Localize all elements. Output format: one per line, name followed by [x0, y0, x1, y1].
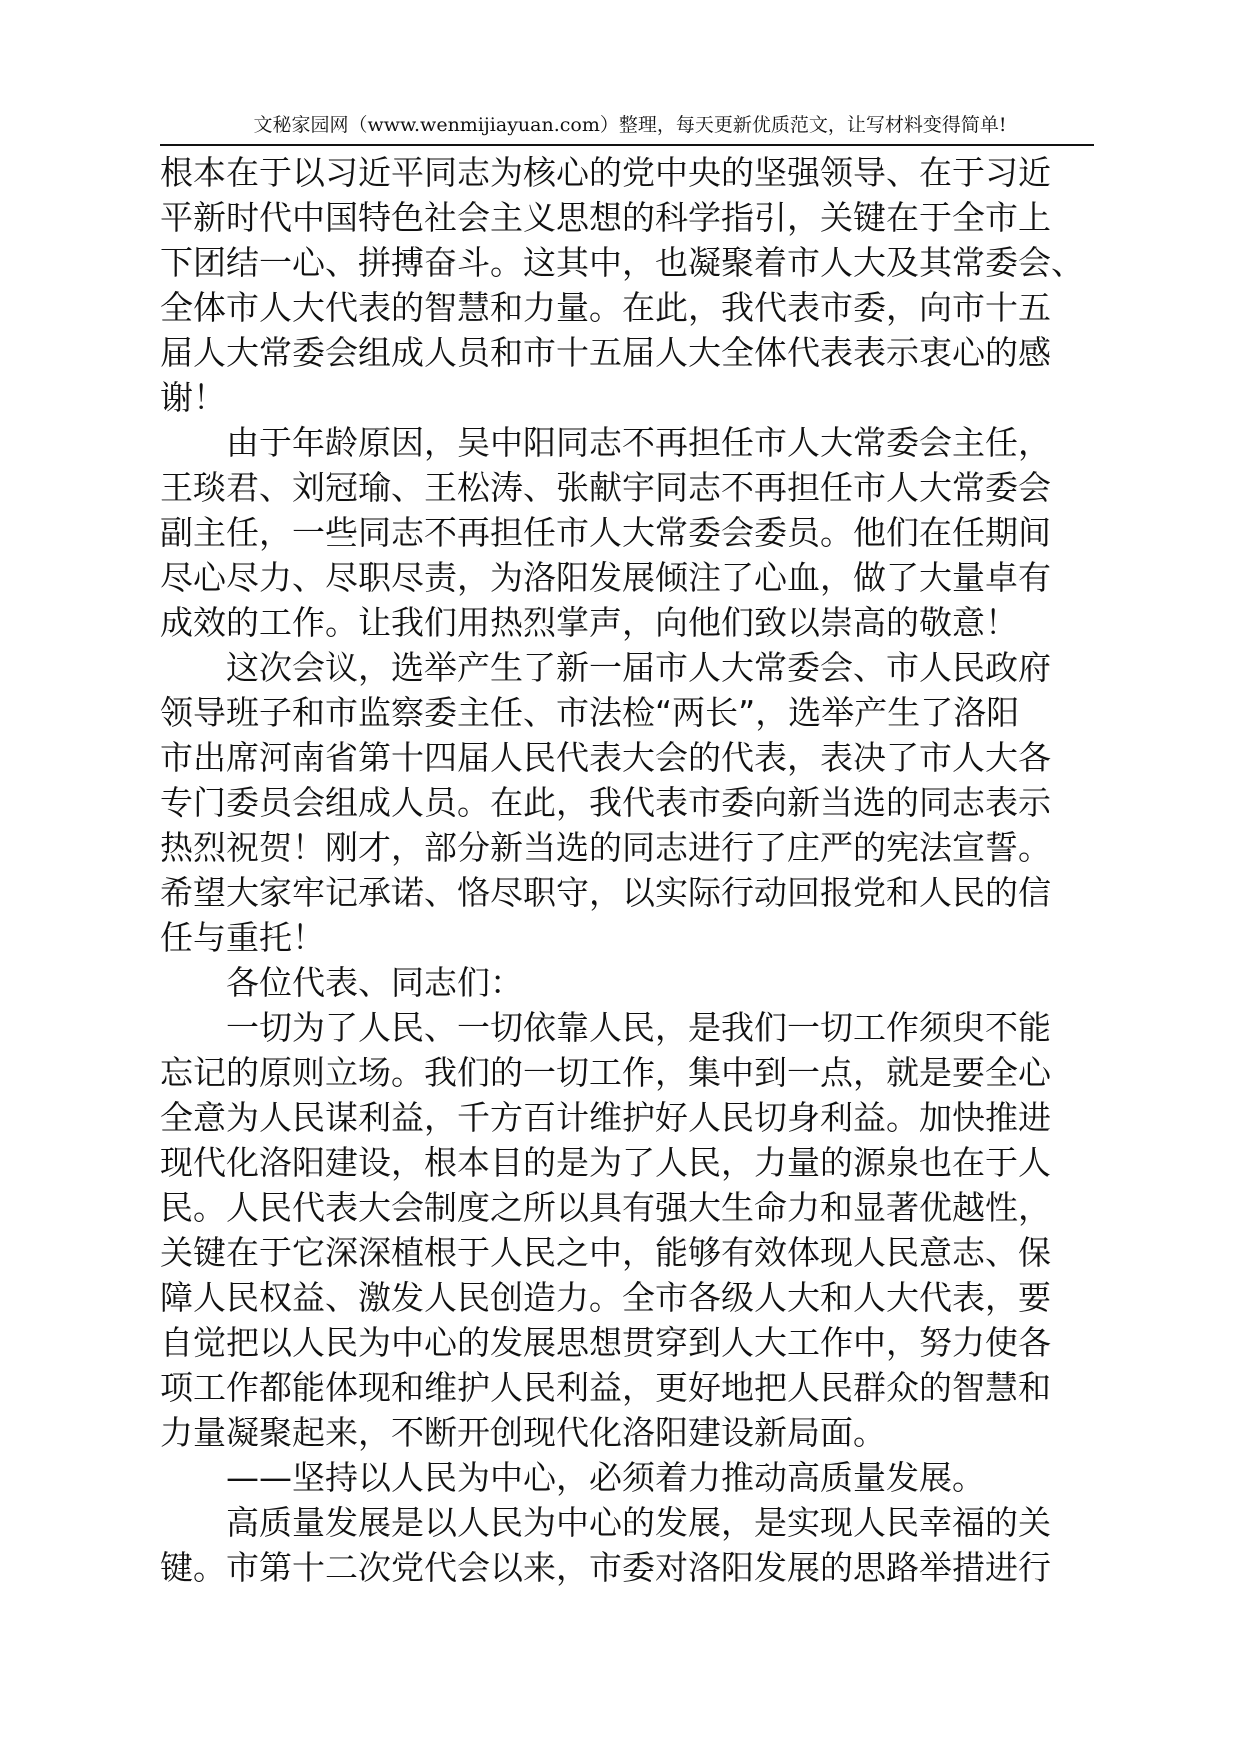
text-line: ——坚持以人民为中心，必须着力推动高质量发展。 [226, 1458, 985, 1497]
text-line: 由于年龄原因，吴中阳同志不再担任市人大常委会主任， [226, 423, 1051, 462]
page-header: 文秘家园网（www.wenmijiayuan.com）整理，每天更新优质范文，让写材料变得简单! [253, 114, 1007, 136]
text-line: 平新时代中国特色社会主义思想的科学指引，关键在于全市上 [160, 198, 1051, 237]
text-line: 忘记的原则立场。我们的一切工作，集中到一点，就是要全心 [160, 1053, 1051, 1092]
text-line: 一切为了人民、一切依靠人民，是我们一切工作须臾不能 [226, 1008, 1051, 1047]
text-line: 成效的工作。让我们用热烈掌声，向他们致以崇高的敬意！ [160, 603, 1018, 642]
text-line: 尽心尽力、尽职尽责，为洛阳发展倾注了心血，做了大量卓有 [160, 558, 1051, 597]
text-line: 键。市第十二次党代会以来，市委对洛阳发展的思路举措进行 [160, 1548, 1051, 1587]
text-line: 力量凝聚起来，不断开创现代化洛阳建设新局面。 [160, 1413, 886, 1452]
text-line: 专门委员会组成人员。在此，我代表市委向新当选的同志表示 [160, 783, 1051, 822]
text-line: 任与重托！ [160, 918, 325, 957]
text-line: 届人大常委会组成人员和市十五届人大全体代表表示衷心的感 [160, 333, 1051, 372]
paragraph [160, 645, 1094, 960]
paragraph [160, 960, 1094, 1005]
text-line: 热烈祝贺！刚才，部分新当选的同志进行了庄严的宪法宣誓。 [160, 828, 1051, 867]
text-line: 民。人民代表大会制度之所以具有强大生命力和显著优越性， [160, 1188, 1051, 1227]
header-divider [160, 144, 1094, 146]
paragraph [160, 420, 1094, 645]
text-line: 关键在于它深深植根于人民之中，能够有效体现人民意志、保 [160, 1233, 1051, 1272]
text-line: 项工作都能体现和维护人民利益，更好地把人民群众的智慧和 [160, 1368, 1051, 1407]
text-line: 高质量发展是以人民为中心的发展，是实现人民幸福的关 [226, 1503, 1051, 1542]
text-line: 各位代表、同志们： [226, 963, 523, 1002]
text-line: 副主任，一些同志不再担任市人大常委会委员。他们在任期间 [160, 513, 1051, 552]
text-line: 希望大家牢记承诺、恪尽职守，以实际行动回报党和人民的信 [160, 873, 1051, 912]
text-line: 自觉把以人民为中心的发展思想贯穿到人大工作中，努力使各 [160, 1323, 1051, 1362]
text-line: 领导班子和市监察委主任、市法检“两长”，选举产生了洛阳 [160, 693, 1020, 732]
text-line: 王琰君、刘冠瑜、王松涛、张献宇同志不再担任市人大常委会 [160, 468, 1051, 507]
text-line: 全体市人大代表的智慧和力量。在此，我代表市委，向市十五 [160, 288, 1051, 327]
paragraph [160, 1500, 1094, 1590]
text-line: 市出席河南省第十四届人民代表大会的代表，表决了市人大各 [160, 738, 1051, 777]
paragraph [160, 1455, 1094, 1500]
text-line: 根本在于以习近平同志为核心的党中央的坚强领导、在于习近 [160, 153, 1051, 192]
text-line: 障人民权益、激发人民创造力。全市各级人大和人大代表，要 [160, 1278, 1051, 1317]
paragraph [160, 150, 1094, 420]
text-line: 这次会议，选举产生了新一届市人大常委会、市人民政府 [226, 648, 1051, 687]
document-body [160, 150, 1094, 1590]
text-line: 现代化洛阳建设，根本目的是为了人民，力量的源泉也在于人 [160, 1143, 1051, 1182]
text-line: 下团结一心、拼搏奋斗。这其中，也凝聚着市人大及其常委会、 [160, 243, 1084, 282]
text-line: 全意为人民谋利益，千方百计维护好人民切身利益。加快推进 [160, 1098, 1051, 1137]
text-line: 谢！ [160, 378, 226, 417]
paragraph [160, 1005, 1094, 1455]
